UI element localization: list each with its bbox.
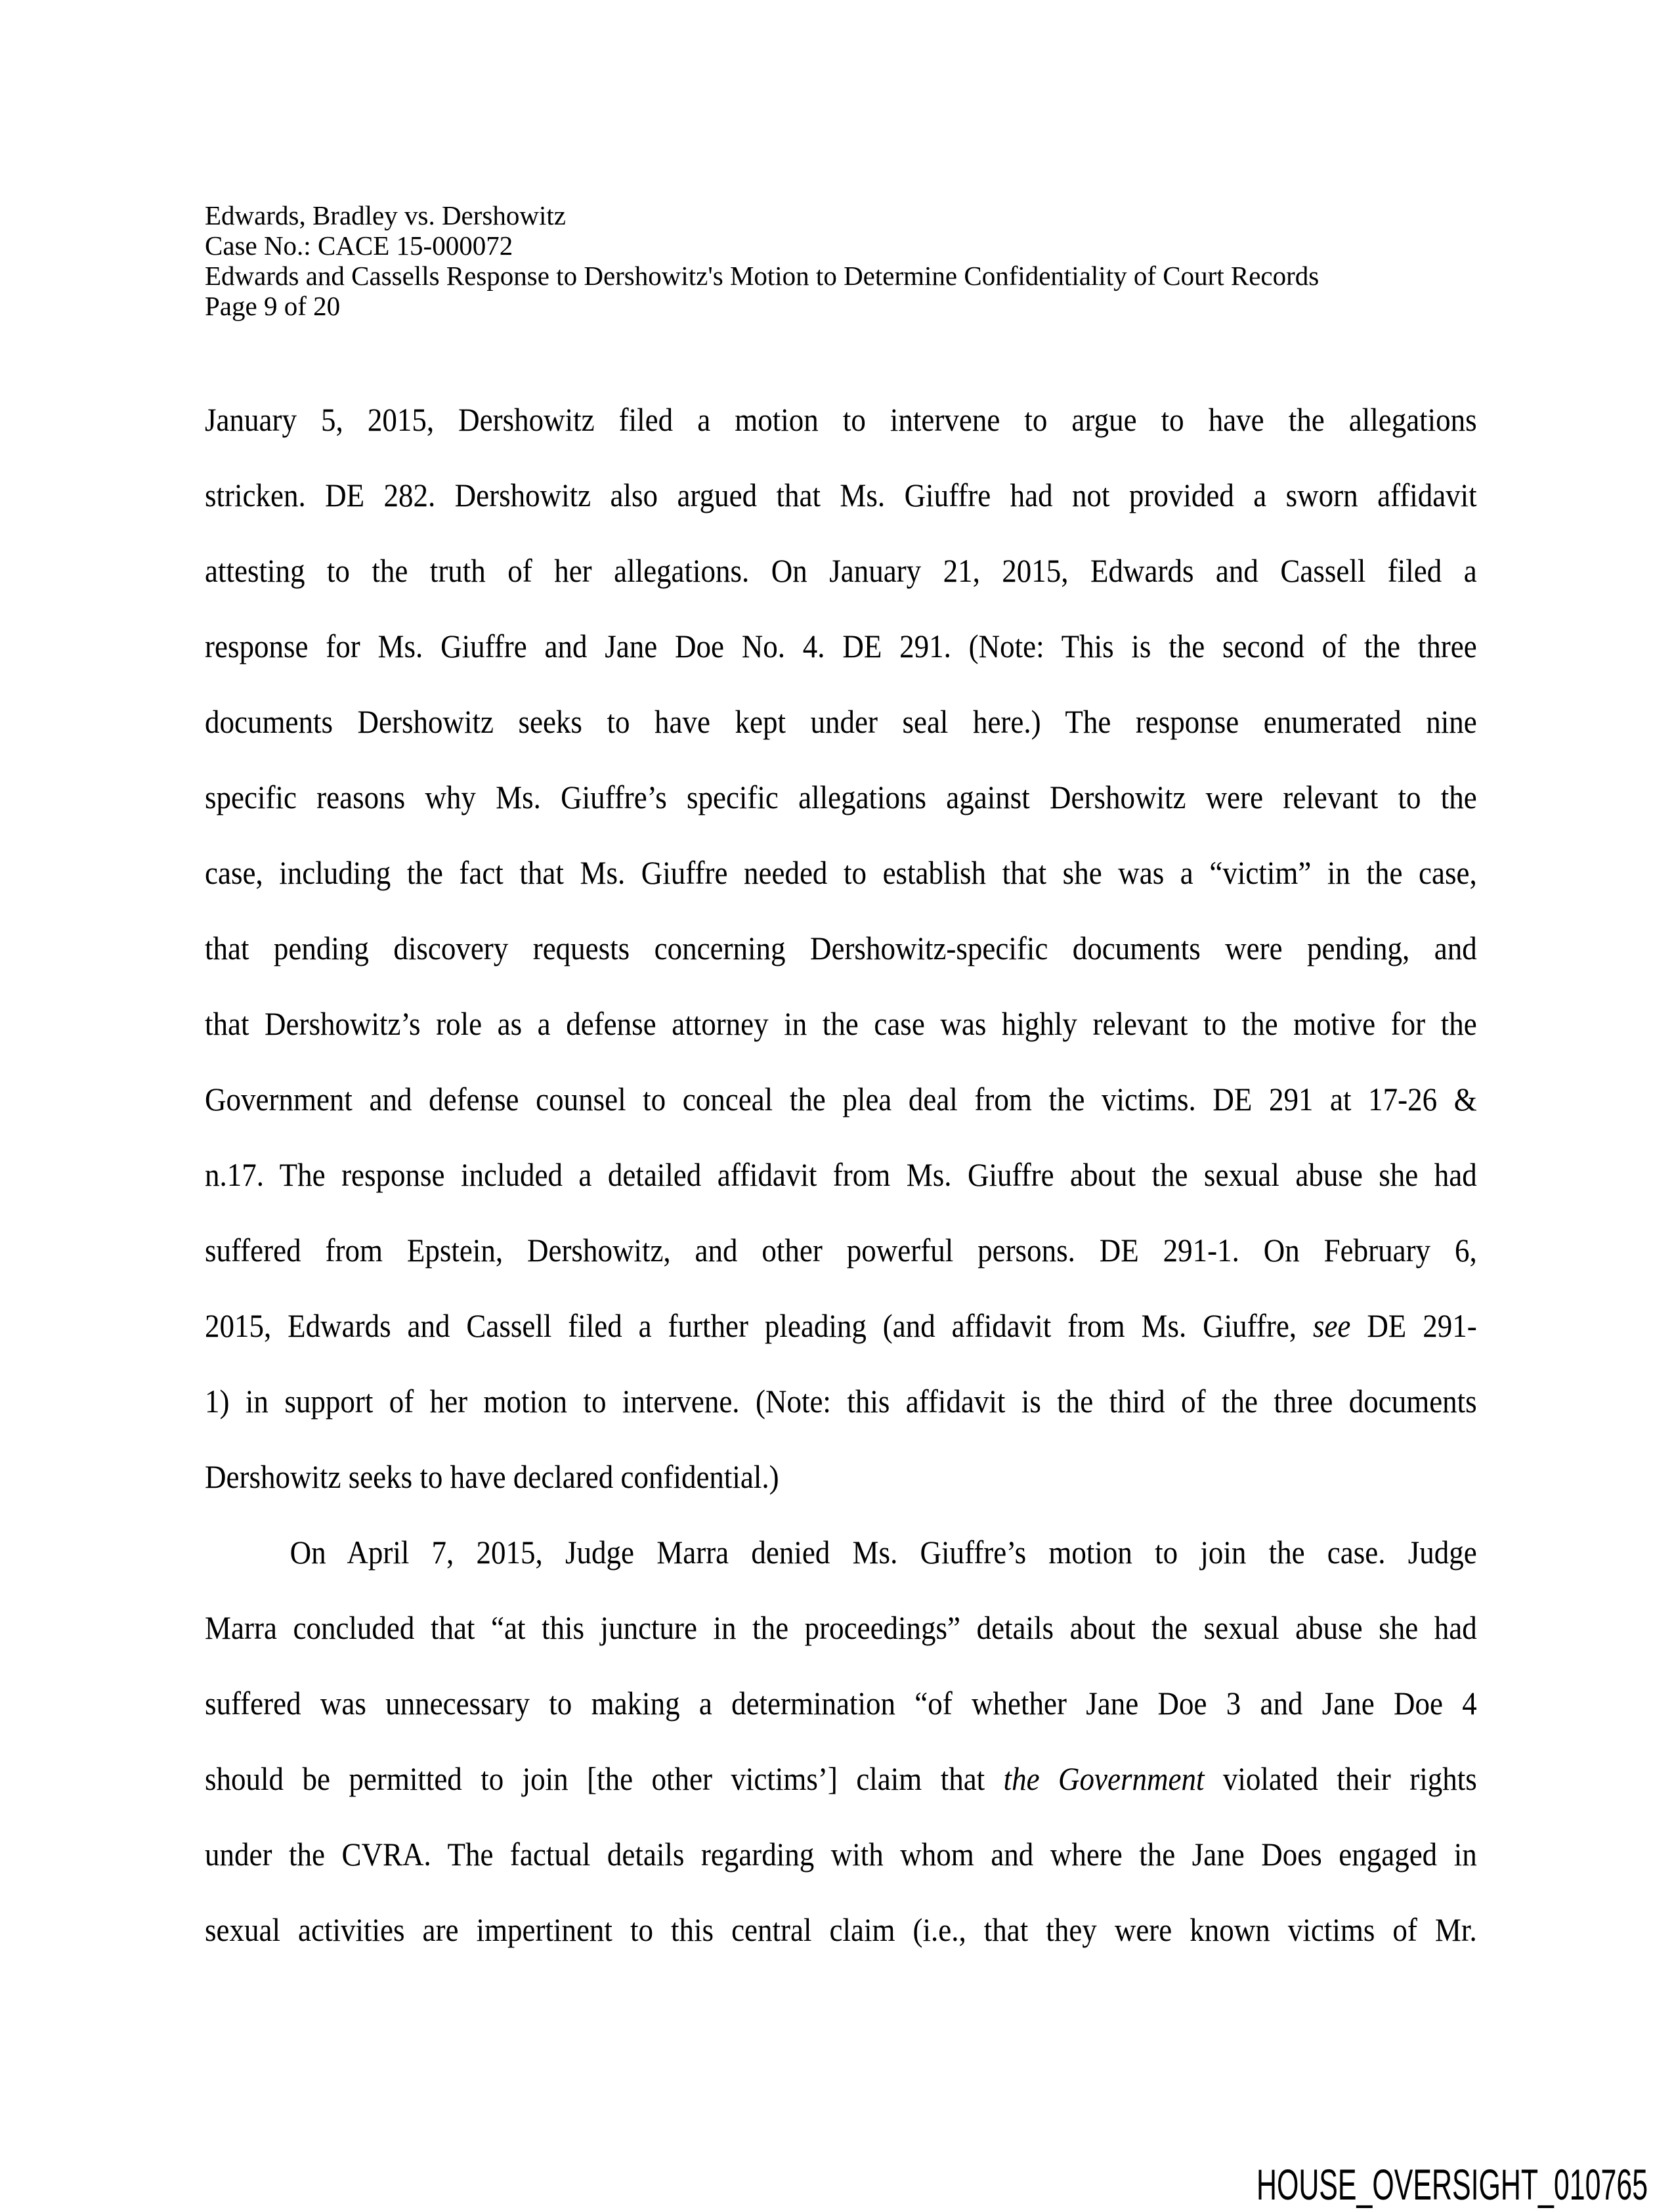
text-run: specific reasons why Ms. Giuffre’s specific allegations against Dershowitz were relevant to the bbox=[205, 779, 1477, 815]
body-line bbox=[205, 1062, 1477, 1137]
body-line bbox=[205, 684, 1477, 760]
text-run: attesting to the truth of her allegations. On January 21, 2015, Edwards and Cassell filed a bbox=[205, 552, 1477, 589]
body-line bbox=[205, 1364, 1477, 1439]
text-run: stricken. DE 282. Dershowitz also argued that Ms. Giuffre had not provided a sworn affidavit bbox=[205, 477, 1477, 513]
body-line bbox=[205, 1892, 1477, 1968]
text-run: that pending discovery requests concerning Dershowitz-specific documents were pending, and bbox=[205, 930, 1477, 966]
header-line: Page 9 of 20 bbox=[205, 291, 341, 321]
text-run: documents Dershowitz seeks to have kept under seal here.) The response enumerated nine bbox=[205, 703, 1477, 740]
italic-text: see bbox=[1312, 1307, 1351, 1344]
text-run: Government and defense counsel to conceal the plea deal from the victims. DE 291 at 17-26 & bbox=[205, 1081, 1477, 1117]
text-run: 1) in support of her motion to intervene. (Note: this affidavit is the third of the three documents bbox=[205, 1383, 1477, 1420]
text-run: should be permitted to join [the other victims’] claim that bbox=[205, 1760, 1004, 1797]
text-run: On April 7, 2015, Judge Marra denied Ms. Giuffre’s motion to join the case. Judge bbox=[290, 1534, 1477, 1571]
body-line bbox=[205, 1590, 1477, 1666]
italic-text: the Government bbox=[1003, 1760, 1205, 1797]
header-line: Edwards, Bradley vs. Dershowitz bbox=[205, 200, 566, 230]
bates-stamp: HOUSE_OVERSIGHT_010765 bbox=[1256, 2160, 1648, 2209]
body-line bbox=[205, 382, 1477, 458]
text-run: DE 291- bbox=[1350, 1307, 1477, 1344]
text-run: suffered was unnecessary to making a determination “of whether Jane Doe 3 and Jane Doe 4 bbox=[205, 1685, 1477, 1722]
body-line bbox=[205, 986, 1477, 1062]
text-run: response for Ms. Giuffre and Jane Doe No. 4. DE 291. (Note: This is the second of the three bbox=[205, 628, 1477, 664]
text-run: sexual activities are impertinent to this central claim (i.e., that they were known victims of Mr. bbox=[205, 1911, 1477, 1948]
body-line bbox=[205, 1741, 1477, 1817]
text-run: violated their rights bbox=[1204, 1760, 1477, 1797]
header-line: Case No.: CACE 15-000072 bbox=[205, 230, 513, 261]
body-line bbox=[205, 1213, 1477, 1288]
body-line bbox=[205, 1137, 1477, 1213]
text-run: that Dershowitz’s role as a defense attorney in the case was highly relevant to the motive for the bbox=[205, 1005, 1477, 1042]
text-run: n.17. The response included a detailed affidavit from Ms. Giuffre about the sexual abuse she had bbox=[205, 1156, 1477, 1193]
body-line bbox=[205, 760, 1477, 835]
body-line bbox=[205, 533, 1477, 609]
text-run: January 5, 2015, Dershowitz filed a motion to intervene to argue to have the allegations bbox=[205, 401, 1477, 438]
body-line bbox=[205, 911, 1477, 986]
body-line bbox=[205, 1515, 1477, 1590]
body-line bbox=[205, 1439, 1477, 1515]
text-run: Dershowitz seeks to have declared confidential.) bbox=[205, 1458, 779, 1495]
body-line bbox=[205, 1817, 1477, 1892]
body-line bbox=[205, 609, 1477, 684]
case-caption bbox=[205, 200, 1319, 321]
text-run: under the CVRA. The factual details regarding with whom and where the Jane Does engaged in bbox=[205, 1836, 1477, 1873]
body-line bbox=[205, 1288, 1477, 1364]
text-run: suffered from Epstein, Dershowitz, and other powerful persons. DE 291-1. On February 6, bbox=[205, 1232, 1477, 1269]
document-body bbox=[205, 382, 1477, 1968]
body-line bbox=[205, 1666, 1477, 1741]
header-line: Edwards and Cassells Response to Dershowitz's Motion to Determine Confidentiality of Court Records bbox=[205, 261, 1320, 291]
text-run: case, including the fact that Ms. Giuffre needed to establish that she was a “victim” in the case, bbox=[205, 854, 1477, 891]
text-run: Marra concluded that “at this juncture in the proceedings” details about the sexual abuse she had bbox=[205, 1609, 1477, 1646]
body-line bbox=[205, 458, 1477, 533]
text-run: 2015, Edwards and Cassell filed a further pleading (and affidavit from Ms. Giuffre, bbox=[205, 1307, 1313, 1344]
body-line bbox=[205, 835, 1477, 911]
